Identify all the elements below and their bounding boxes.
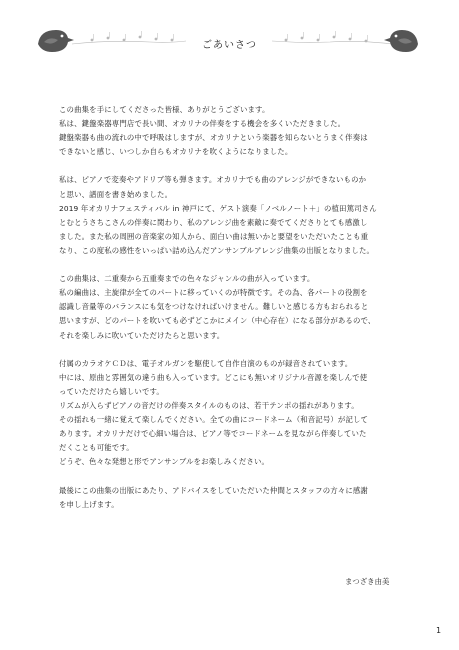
text-line: リズムが入らずピアノの音だけの伴奏スタイルのものは、若干テンポの揺れがあります。 [59,400,359,410]
text-line: 認識し音量等のバランスにも気をつけなければいけません。難しいと感じる方もおられると [59,302,369,312]
text-line: その揺れも一緒に覚えて楽しんでください。全ての曲にコードネーム（和音記号）が記して [59,415,369,425]
author-signature: まつざき由美 [345,577,390,586]
greeting-body [59,103,414,512]
text-line: と思い、譜面を書き始めました。 [59,189,173,199]
text-line: とむとうさちこさんの伴奏に関わり、私のアレンジ曲を素敵に奏でてくださりとても感激し [59,217,368,227]
text-line: っていただけたら嬉しいです。 [59,386,164,396]
paragraph [59,484,414,512]
page-title: ごあいさつ [202,40,257,51]
text-line: 中には、原曲と雰囲気の違う曲も入っています。どこにも無いオリジナル音源を楽しんで使 [59,372,368,382]
page-number: 1 [436,626,442,635]
text-line: この曲集は、二重奏から五重奏までの色々なジャンルの曲が入っています。 [59,274,315,284]
paragraph [59,272,414,342]
text-line: ました。また私の周囲の音楽家の知人から、面白い曲は無いかと要望をいただいたことも重 [59,231,369,241]
text-line: を申し上げます。 [59,499,119,509]
paragraph [59,357,414,470]
text-line: 最後にこの曲集の出版にあたり、アドバイスをしていただいた仲間とスタッフの方々に感謝 [59,485,368,495]
text-line: 付属のカラオケＣＤは、電子オルガンを駆使して自作自演のものが録音されています。 [59,358,353,368]
text-line: 私の編曲は、主旋律が全てのパートに移っていくのが特徴です。その為、各パートの役割を [59,288,368,298]
page-header [0,0,459,70]
text-line: どうぞ、色々な発想と形でアンサンブルをお楽しみください。 [59,457,270,467]
text-line: 私は、鍵盤楽器専門店で長い間、オカリナの伴奏をする機会を多くいただきました。 [59,119,346,129]
paragraph [59,103,414,159]
paragraph [59,173,414,258]
text-line: 私は、ピアノで変奏やアドリブ等も弾きます。オカリナでも曲のアレンジができないものか [59,175,367,185]
text-line: 思いますが、どのパートを吹いても必ずどこかにメイン（中心存在）になる部分があるので、 [59,316,376,326]
text-line: あります。オカリナだけで心細い場合は、ピアノ等でコードネームを見ながら伴奏していた [59,429,367,439]
text-line: なり、この度私の感性をいっぱい詰め込んだアンサンブルアレンジ曲集の出版となりました。 [59,245,375,255]
text-line: それを楽しみに吹いていただけたらと思います。 [59,330,225,340]
text-line: 鍵盤楽器も曲の流れの中で呼吸はしますが、オカリナという楽器を知らないとうまく伴奏は [59,133,368,143]
text-line: だくことも可能です。 [59,443,134,453]
text-line: この曲集を手にしてくださった皆様、ありがとうございます。 [59,105,270,114]
header-decoration [0,0,459,70]
text-line: 2019 年オカリナフェスティバル in 神戸にて、ゲスト演奏「ノベルノート＋」の植田篤司さん [59,203,377,213]
text-line: できないと感じ、いつしか自らもオカリナを吹くようになりました。 [59,147,293,157]
